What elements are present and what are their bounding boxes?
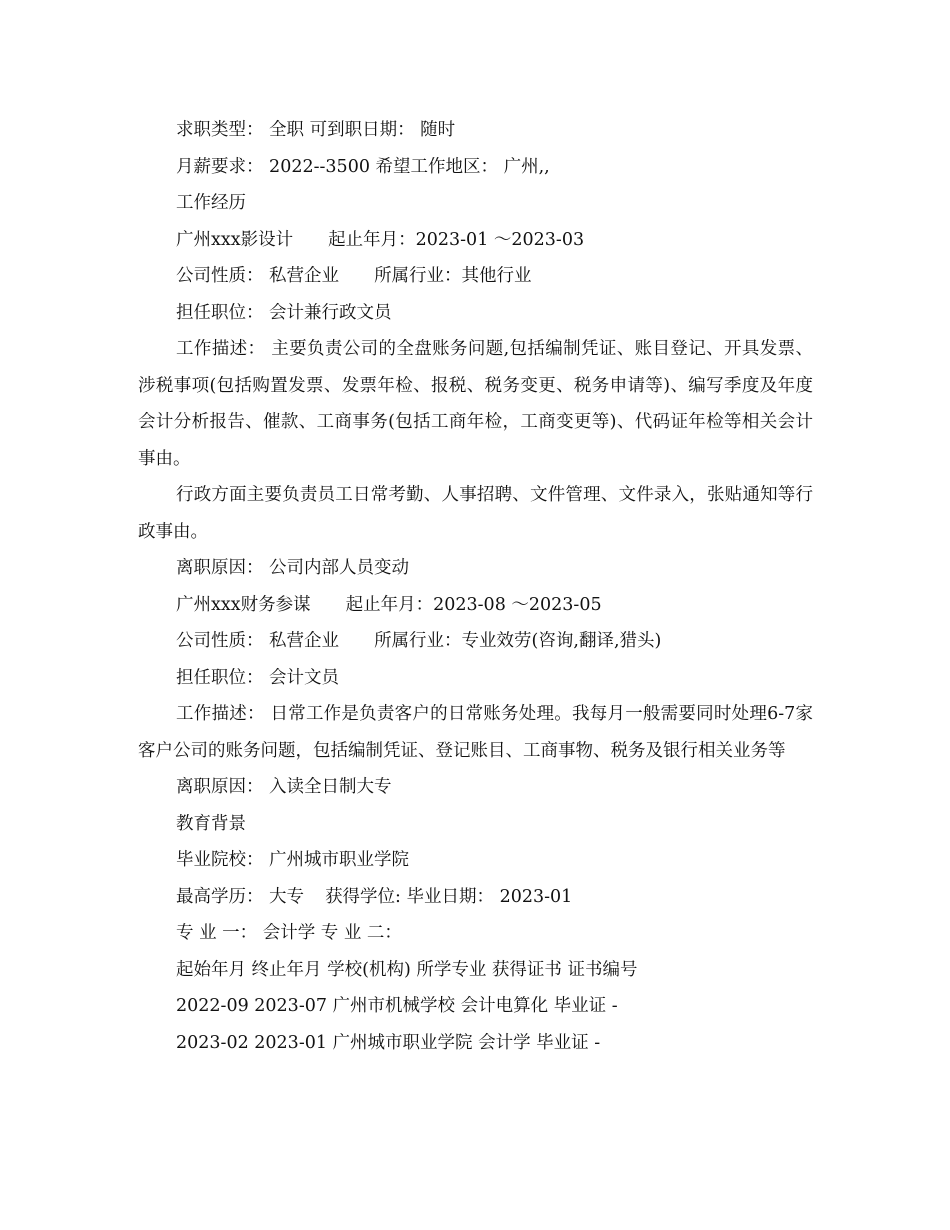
job2-position: 担任职位： 会计文员 (176, 667, 340, 688)
edu-table-header: 起始年月 终止年月 学校(机构) 所学专业 获得证书 证书编号 (176, 959, 638, 980)
degree-line (138, 879, 813, 916)
edu-row: 2022-09 2023-07 广州市机械学校 会计电算化 毕业证 - (176, 996, 618, 1016)
degree-date: 获得学位: 毕业日期： 2023-01 (325, 886, 573, 907)
job1-nature: 公司性质： 私营企业 (176, 266, 340, 286)
job1-leave-reason: 离职原因： 公司内部人员变动 (176, 558, 410, 578)
job1-period: 起止年月：2023-01 ～2023-03 (328, 229, 585, 250)
job2-industry: 所属行业：专业效劳(咨询,翻译,猎头) (374, 631, 662, 651)
job1-position: 担任职位： 会计兼行政文员 (176, 302, 392, 323)
job2-period: 起止年月：2023-08 ～2023-05 (345, 594, 602, 615)
resume-content (138, 112, 813, 1061)
edu-row: 2023-02 2023-01 广州城市职业学院 会计学 毕业证 - (176, 1032, 601, 1053)
edu-heading: 教育背景 (176, 813, 246, 834)
job-type-line: 求职类型： 全职 可到职日期： 随时 (176, 120, 456, 140)
job1-description: 工作描述： 主要负责公司的全盘账务问题,包括编制凭证、账目登记、开具发票、涉税事项(包括购置发票、发票年检、报税、税务变更、税务申请等)、编写季度及年度会计分析报告、催款、工商事务(包括工商年检，工商变更等)、代码证年检等相关会计事由。 (138, 339, 813, 469)
degree-level: 最高学历： 大专 (176, 886, 305, 907)
job1-company: 广州xxx影设计 (176, 229, 294, 250)
major-line: 专 业 一： 会计学 专 业 二： (176, 923, 402, 943)
job2-description: 工作描述： 日常工作是负责客户的日常账务处理。我每月一般需要同时处理6-7家客户公司的账务问题，包括编制凭证、登记账目、工商事物、税务及银行相关业务等 (138, 704, 813, 761)
job1-admin: 行政方面主要负责员工日常考勤、人事招聘、文件管理、文件录入，张贴通知等行政事由。 (138, 485, 813, 542)
job2-leave-reason: 离职原因： 入读全日制大专 (176, 777, 392, 797)
job2-nature: 公司性质： 私营企业 (176, 631, 340, 651)
job2-header (138, 587, 813, 624)
job1-header (138, 222, 813, 259)
job1-industry: 所属行业：其他行业 (374, 266, 532, 286)
salary-line: 月薪要求： 2022--3500 希望工作地区： 广州,, (176, 156, 550, 177)
job2-company: 广州xxx财务参谋 (176, 594, 311, 615)
work-heading: 工作经历 (176, 193, 246, 213)
school-line: 毕业院校： 广州城市职业学院 (176, 850, 410, 870)
job2-nature-line (138, 623, 813, 660)
job1-nature-line (138, 258, 813, 295)
